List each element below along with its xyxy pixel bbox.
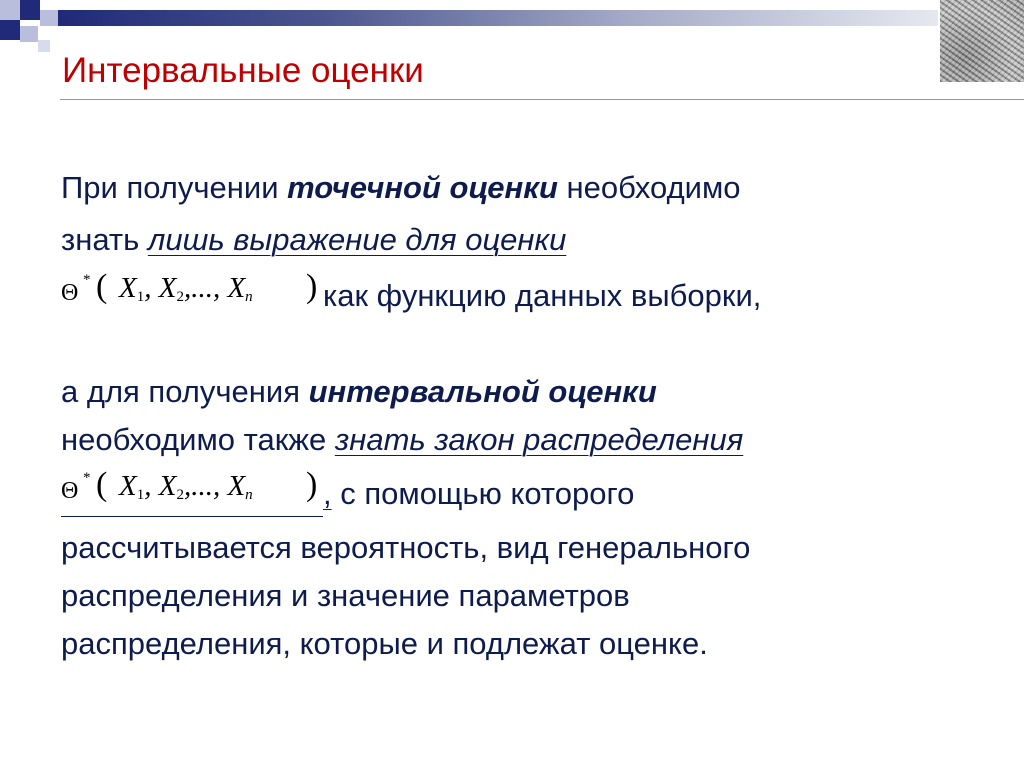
p1-line-1: [61, 170, 741, 206]
p1-line-3: [323, 278, 761, 314]
p2-line-6: распределения, которые и подлежат оценке.: [61, 626, 708, 661]
p2-underlined-phrase: знать закон распределения: [334, 422, 744, 457]
p2-line-3: [323, 476, 634, 512]
decorative-texture-image: [940, 0, 1024, 82]
p1-text: При получении: [61, 170, 288, 205]
title-divider: [60, 99, 1024, 100]
p2-comma: ,: [323, 476, 332, 511]
p1-text: знать: [61, 222, 148, 257]
p2-text: необходимо также: [61, 422, 335, 457]
formula-paren: (: [96, 268, 108, 305]
formula-star: *: [83, 470, 91, 486]
theta-symbol: Θ: [61, 280, 79, 306]
p2-line-4: рассчитывается вероятность, вид генерального: [61, 530, 751, 565]
p2-line-1: [61, 374, 657, 410]
p1-underlined-phrase: лишь выражение для оценки: [147, 222, 567, 257]
p1-point-estimate-term: точечной оценки: [287, 170, 558, 205]
p2-line-5: распределения и значение параметров: [61, 578, 630, 613]
p2-text: с помощью которого: [331, 476, 635, 511]
p2-line-2: [61, 422, 743, 458]
header-gradient-bar: [58, 10, 938, 26]
formula-estimator-2: [61, 466, 331, 516]
formula-paren: ): [306, 268, 318, 305]
formula-star: *: [83, 272, 91, 288]
formula-args: $X_1$, $X_2$,..., $X_n$: [119, 272, 253, 305]
slide-title: Интервальные оценки: [62, 51, 424, 90]
p1-text: необходимо: [557, 170, 741, 205]
p1-text: как функцию данных выборки,: [323, 278, 762, 313]
formula-paren: (: [96, 466, 108, 503]
formula-args: $X_1$, $X_2$,..., $X_n$: [119, 470, 253, 503]
p2-interval-estimate-term: интервальной оценки: [308, 374, 657, 409]
formula-paren: ): [306, 466, 318, 503]
theta-symbol: Θ: [61, 478, 79, 504]
p1-line-2: [61, 222, 566, 258]
underline-rule: [61, 516, 323, 517]
formula-estimator-1: [61, 268, 331, 318]
p2-text: а для получения: [61, 374, 309, 409]
